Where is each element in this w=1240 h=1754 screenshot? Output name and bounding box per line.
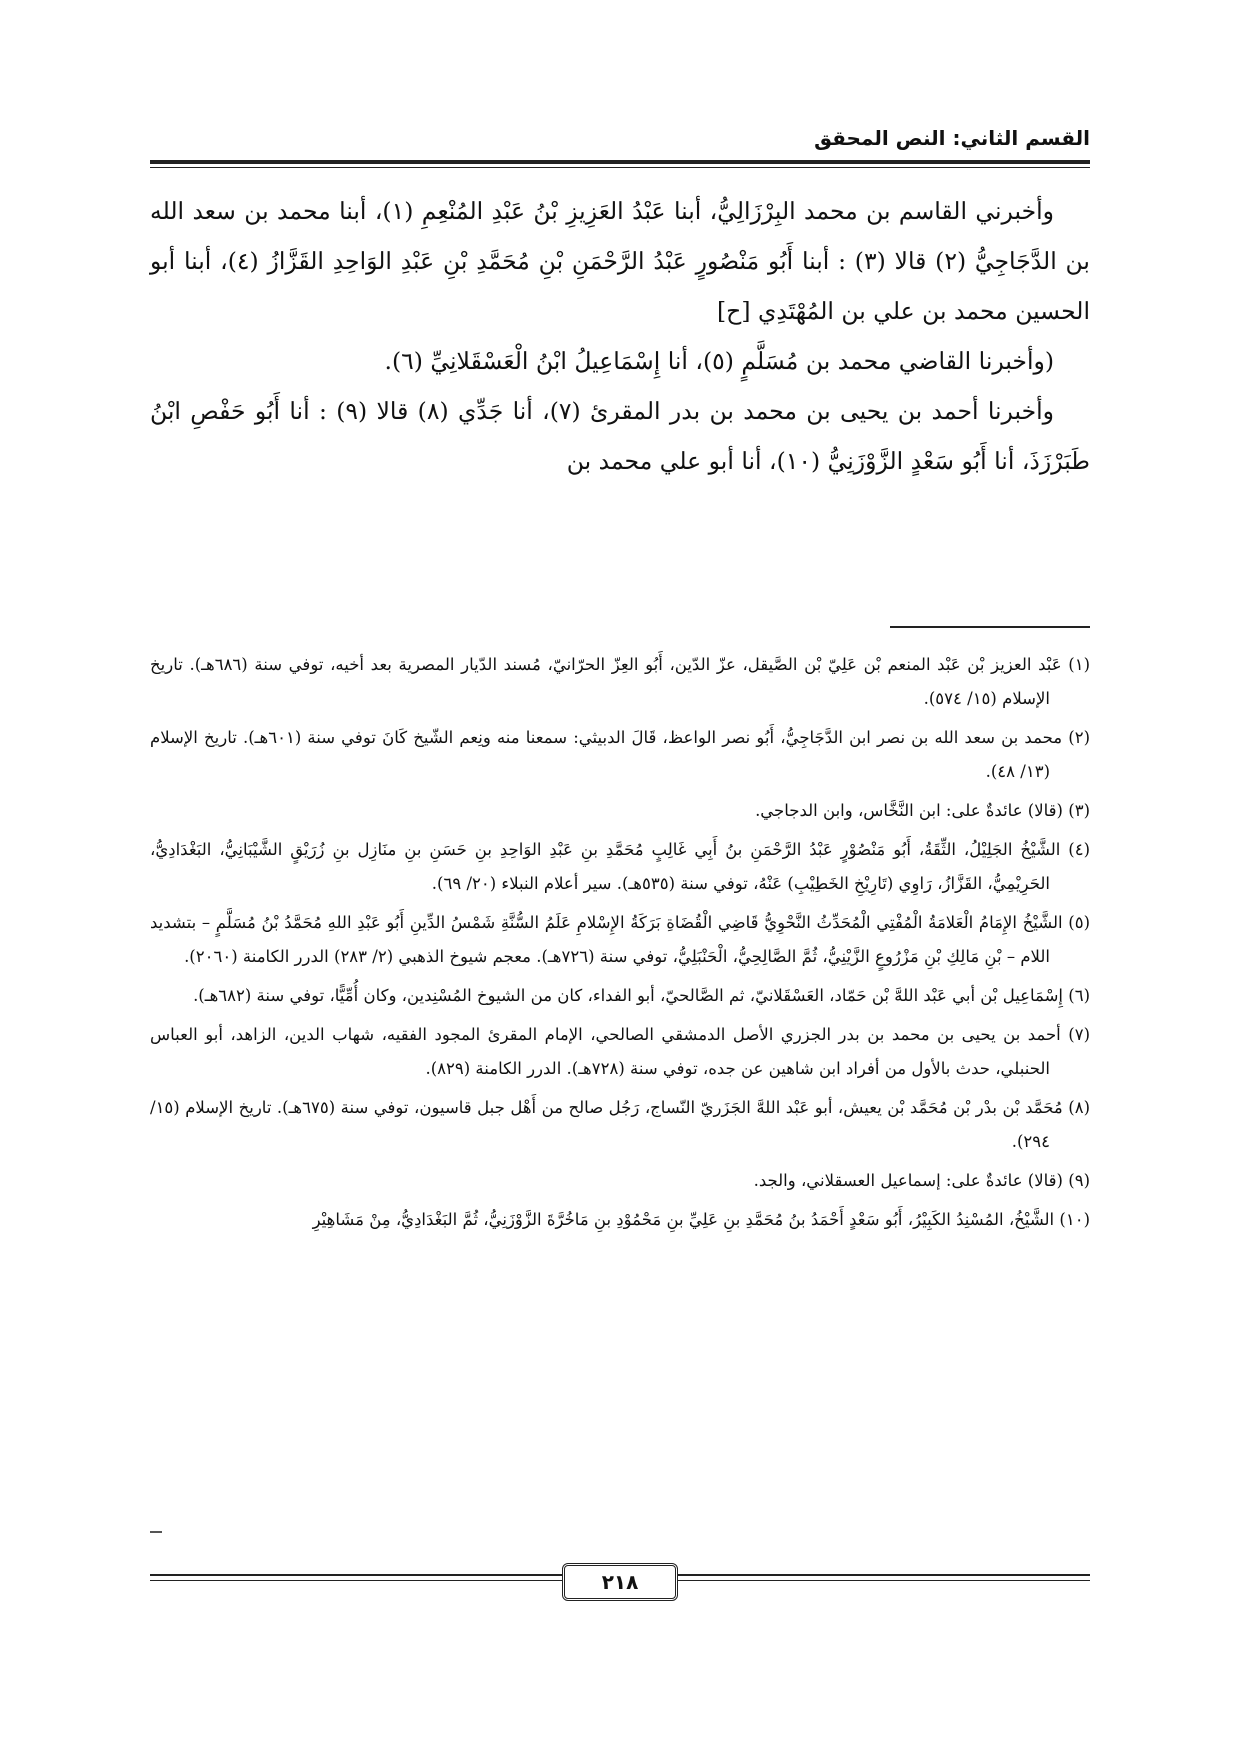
footnote-1: (١) عَبْد العزيز بْن عَبْد المنعم بْن عَلِيّ بْن الصَّيقل، عزّ الدّين، أَبُو العِزّ الحرّانيّ، مُسند الدّيار المصرية بعد أخيه، توفي سنة (٦٨٦هـ). تاريخ الإسلام (١٥/ ٥٧٤). [150, 655, 1090, 708]
footnote-continuation-mark [150, 1531, 162, 1533]
footnote-separator [890, 626, 1090, 628]
main-paragraph-2: (وأخبرنا القاضي محمد بن مُسَلَّمٍ (٥)، أنا إِسْمَاعِيلُ ابْنُ الْعَسْقَلانِيِّ (٦). [384, 347, 1054, 375]
footnote-5: (٥) الشَّيْخُ الإِمَامُ الْعَلامَةُ الْمُفْتِي الْمُحَدِّثُ النَّحْوِيُّ قَاضِي الْقُضَاةِ بَرَكَةُ الإِسْلامِ عَلَمُ السُّنَّةِ شَمْسُ الدِّينِ أَبُو عَبْدِ اللهِ مُحَمَّدُ بْنُ مُسَلَّمٍ – بتشديد اللام – بْنِ مَالِكِ بْنِ مَزْرُوعٍ الزَّيْنِيُّ، ثُمَّ الصَّالِحِيُّ، الْحَنْبَلِيُّ، توفي سنة (٧٢٦هـ). معجم شيوخ الذهبي (٢/ ٢٨٣) الدرر الكامنة (٢٠٦٠). [150, 913, 1090, 966]
footnote-3: (٣) (قالا) عائدةٌ على: ابن النَّخَّاس، وابن الدجاجي. [755, 801, 1090, 820]
footnote-7: (٧) أحمد بن يحيى بن محمد بن بدر الجزري الأصل الدمشقي الصالحي، الإمام المقرئ المجود الفقيه، شهاب الدين، الزاهد، أبو العباس الحنبلي، حدث بالأول من أفراد ابن شاهين عن جده، توفي سنة (٧٢٨هـ). الدرر الكامنة (٨٢٩). [150, 1025, 1090, 1078]
footer-rule-right-top [678, 1574, 1090, 1576]
running-header-title: القسم الثاني: النص المحقق [814, 126, 1090, 150]
main-paragraph-1: وأخبرني القاسم بن محمد البِرْزَالِيُّ، أبنا عَبْدُ العَزِيزِ بْنُ عَبْدِ المُنْعِمِ (١)، أبنا محمد بن سعد الله بن الدَّجَاجِيُّ (٢) قالا (٣) : أبنا أَبُو مَنْصُورٍ عَبْدُ الرَّحْمَنِ بْنِ مُحَمَّدِ بْنِ عَبْدِ الوَاحِدِ القَزَّازُ (٤)، أبنا أبو الحسين محمد بن علي بن المُهْتَدِي [ح] [150, 197, 1090, 325]
footnote-8: (٨) مُحَمَّد بْن بدْر بْن مُحَمَّد بْن يعيش، أبو عَبْد اللهَّ الجَزَريّ النّساج، رَجُل صالح من أَهْل جبل قاسيون، توفي سنة (٦٧٥هـ). تاريخ الإسلام (١٥/ ٢٩٤). [150, 1098, 1090, 1151]
header-rule-thin [150, 167, 1090, 168]
footer-rule-left-bottom [150, 1580, 562, 1581]
footnote-9: (٩) (قالا) عائدةٌ على: إسماعيل العسقلاني، والجد. [753, 1171, 1090, 1190]
page-number: ٢١٨ [562, 1563, 678, 1601]
footnote-4: (٤) الشَّيْخُ الجَلِيْلُ، الثِّقَةُ، أَبُو مَنْصُوْرٍ عَبْدُ الرَّحْمَنِ بنُ أَبِي غَالِبٍ مُحَمَّدِ بنِ عَبْدِ الوَاحِدِ بنِ حَسَنِ بنِ منَازِل بنِ زُرَيْقٍ الشَّيْبَانِيُّ، البَغْدَادِيُّ، الحَرِيْمِيُّ، القَزَّازُ، رَاوِي (تَارِيْخِ الخَطِيْبِ) عَنْهُ، توفي سنة (٥٣٥هـ). سير أعلام النبلاء (٢٠/ ٦٩). [150, 840, 1090, 893]
footnote-6: (٦) إِسْمَاعِيل بْن أبي عَبْد اللهَّ بْن حَمّاد، العَسْقَلانيّ، ثم الصَّالحيّ، أبو الفداء، كان من الشيوخ المُسْنِدين، وكان أُمِّيًّا، توفي سنة (٦٨٢هـ). [193, 986, 1090, 1005]
footer-rule-right-bottom [678, 1580, 1090, 1581]
footer-rule-left-top [150, 1574, 562, 1576]
header-rule [150, 160, 1090, 164]
footnote-10: (١٠) الشَّيْخُ، المُسْنِدُ الكَبِيْرُ، أَبُو سَعْدٍ أَحْمَدُ بنُ مُحَمَّدِ بنِ عَلِيِّ بنِ مَحْمُوْدِ بنِ مَاخُرَّةَ الزَّوْزَنِيُّ، ثُمَّ البَغْدَادِيُّ، مِنْ مَشَاهِيْرِ [312, 1210, 1090, 1229]
main-text [150, 186, 1090, 486]
footnotes [150, 648, 1090, 1242]
footnote-2: (٢) محمد بن سعد الله بن نصر ابن الدَّجَاجِيُّ، أَبُو نصر الواعظ، قَالَ الدبيثي: سمعنا منه ونِعم الشّيخ كَانَ توفي سنة (٦٠١هـ). تاريخ الإسلام (١٣/ ٤٨). [150, 728, 1090, 781]
main-paragraph-3: وأخبرنا أحمد بن يحيى بن محمد بن بدر المقرئ (٧)، أنا جَدِّي (٨) قالا (٩) : أنا أَبُو حَفْصِ ابْنُ طَبَرْزَذَ، أنا أَبُو سَعْدٍ الزَّوْزَنِيُّ (١٠)، أنا أبو علي محمد بن [150, 397, 1090, 475]
